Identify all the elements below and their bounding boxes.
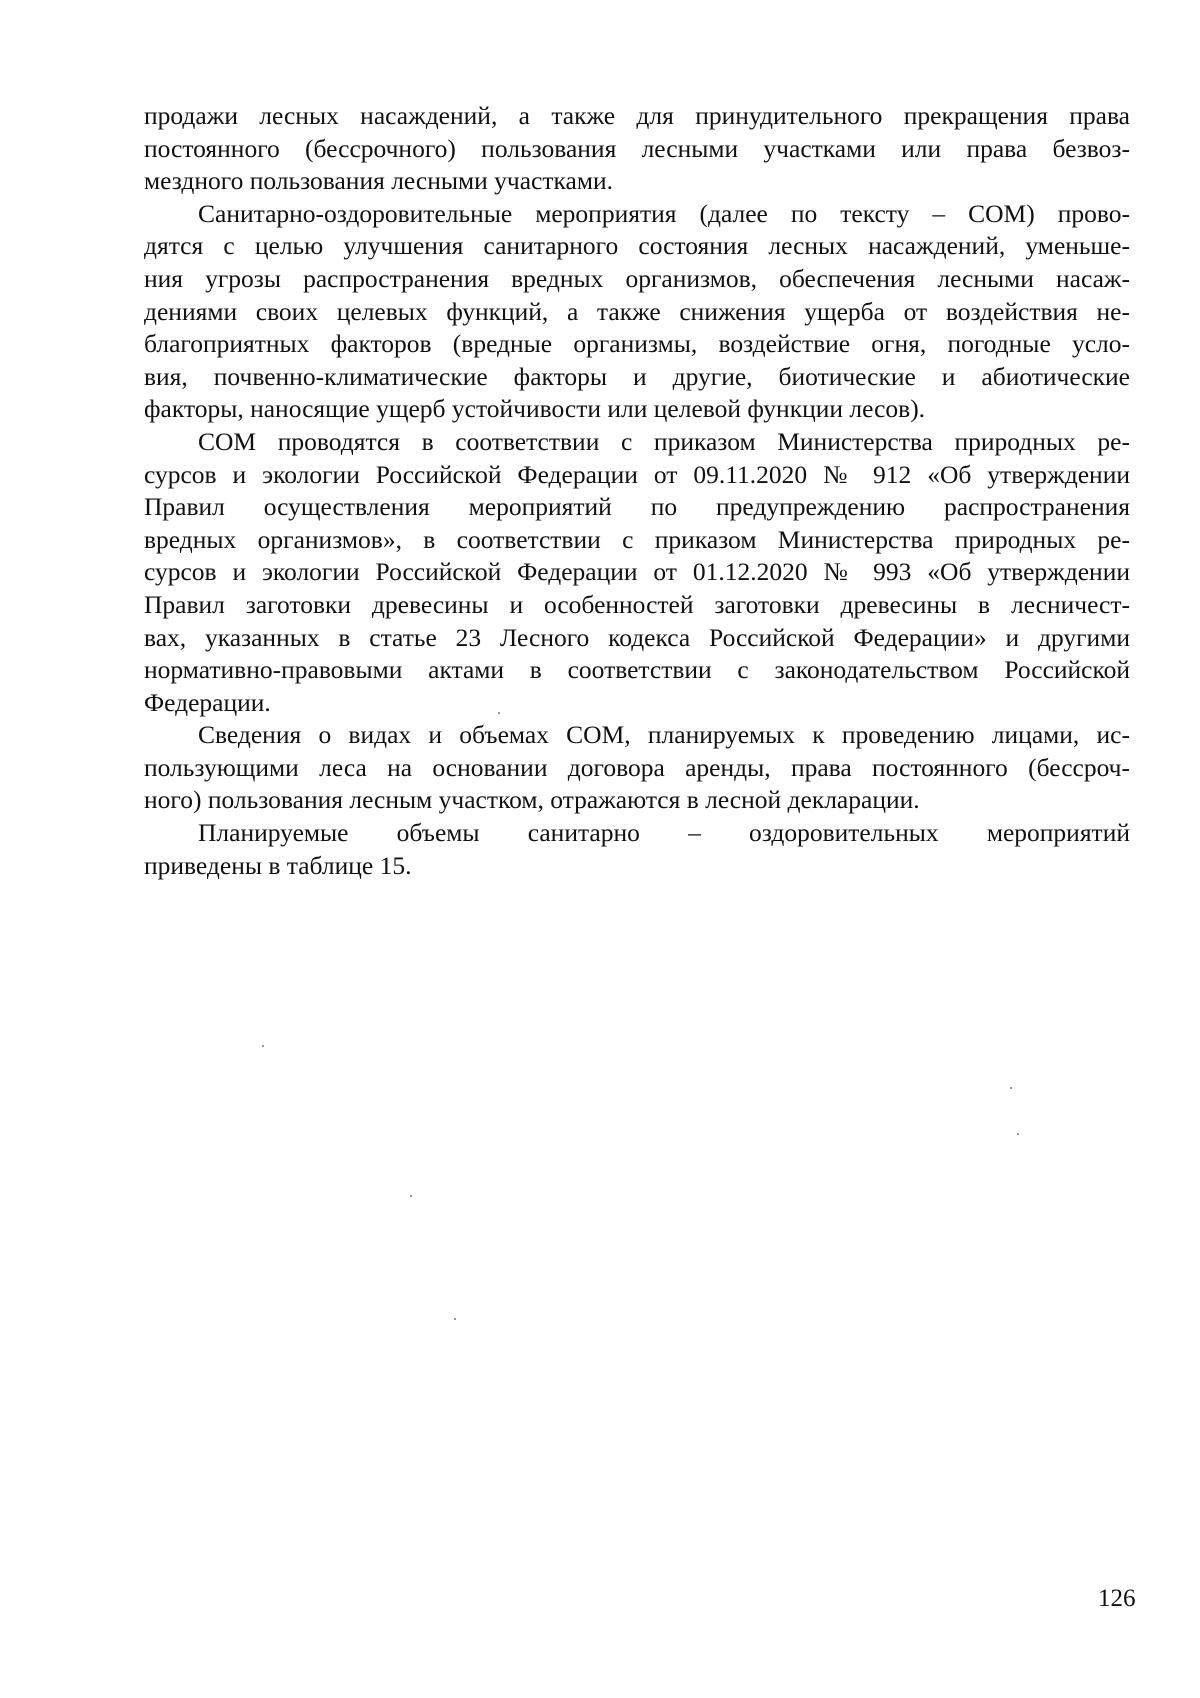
text-line: сурсов и экологии Российской Федерации от 09.11.2020 № 912 «Об утверждении (144, 459, 1130, 489)
text-line: факторы, наносящие ущерб устойчивости или целевой функции лесов). (144, 394, 926, 424)
text-line: дятся с целью улучшения санитарного состояния лесных насаждений, уменьше- (144, 231, 1130, 261)
paragraph-4 (144, 719, 1130, 817)
paragraph-1 (144, 100, 1130, 198)
text-line: вах, указанных в статье 23 Лесного кодекса Российской Федерации» и другими (144, 622, 1130, 652)
text-line: Санитарно-оздоровительные мероприятия (далее по тексту – СОМ) прово- (198, 198, 1130, 228)
text-line: постоянного (бессрочного) пользования лесными участками или права безвоз- (144, 133, 1130, 163)
text-line: сурсов и экологии Российской Федерации от 01.12.2020 № 993 «Об утверждении (144, 557, 1130, 587)
scan-speck (1010, 1087, 1012, 1089)
text-line: вредных организмов», в соответствии с приказом Министерства природных ре- (144, 524, 1130, 554)
text-line: нормативно-правовыми актами в соответствии с законодательством Российской (144, 655, 1130, 685)
text-line: продажи лесных насаждений, а также для принудительного прекращения права (144, 101, 1130, 130)
scan-speck (410, 1195, 412, 1197)
paragraph-3 (144, 426, 1130, 719)
text-line: дениями своих целевых функций, а также снижения ущерба от воздействия не- (144, 296, 1130, 326)
scan-speck (262, 1045, 264, 1047)
text-line: СОМ проводятся в соответствии с приказом Министерства природных ре- (198, 426, 1130, 456)
text-line: Правил заготовки древесины и особенностей заготовки древесины в лесничест- (144, 589, 1130, 619)
text-line: вия, почвенно-климатические факторы и другие, биотические и абиотические (144, 361, 1130, 391)
text-line: ния угрозы распространения вредных организмов, обеспечения лесными насаж- (144, 263, 1130, 293)
text-line: Сведения о видах и объемах СОМ, планируемых к проведению лицами, ис- (198, 720, 1130, 750)
scan-speck (454, 1318, 456, 1320)
text-line: пользующими леса на основании договора аренды, права постоянного (бессроч- (144, 752, 1130, 782)
text-line: приведены в таблице 15. (144, 850, 412, 880)
text-line: ного) пользования лесным участком, отражаются в лесной декларации. (144, 785, 920, 815)
scan-speck (1017, 1133, 1019, 1135)
text-line: Планируемые объемы санитарно – оздоровительных мероприятий (198, 818, 1130, 848)
page-number: 126 (1098, 1585, 1136, 1612)
text-line: благоприятных факторов (вредные организмы, воздействие огня, погодные усло- (144, 329, 1130, 359)
text-line: Федерации. (144, 687, 271, 717)
body-text (144, 100, 1130, 882)
text-line: мездного пользования лесными участками. (144, 166, 613, 196)
text-line: Правил осуществления мероприятий по предупреждению распространения (144, 492, 1130, 522)
paragraph-2 (144, 198, 1130, 426)
scan-speck (498, 712, 500, 714)
paragraph-5 (144, 817, 1130, 882)
